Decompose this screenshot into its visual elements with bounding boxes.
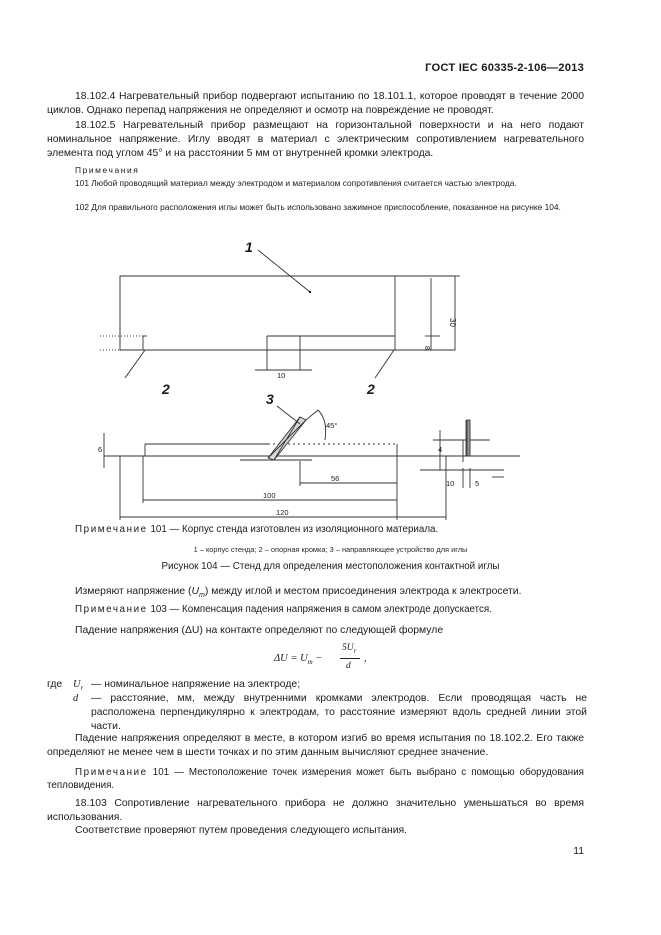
dim-30: 30 (448, 318, 457, 327)
where-ur-text: — номинальное напряжение на электроде; (91, 679, 301, 690)
dim-6: 6 (98, 445, 103, 454)
note-102: 102 Для правильного расположения иглы может быть использовано зажимное приспособление, показанное на рисунке 104. (75, 202, 561, 212)
leader-label-1 (258, 250, 310, 292)
note-101-thermal-label: Примечание (75, 767, 148, 778)
figure-note (75, 523, 575, 537)
figure-note-text: 101 — Корпус стенда изготовлен из изоляционного материала. (150, 524, 439, 535)
formula-lhs (274, 653, 322, 666)
label-1: 1 (245, 239, 253, 255)
note-101-thermal-text: 101 — Местоположение точек измерения может быть выбрано с помощью оборудования тепловидения. (47, 767, 584, 791)
label-2-right: 2 (367, 381, 375, 397)
angle-45: 45° (326, 421, 338, 430)
note-103-text: 103 — Компенсация падения напряжения в самом электроде допускается. (150, 604, 492, 615)
dim-10-detail: 10 (446, 479, 455, 488)
dim-100: 100 (263, 491, 276, 500)
formula-denominator: d (346, 661, 351, 671)
dim-56: 56 (331, 474, 340, 483)
formula-numerator (342, 643, 356, 655)
measure-text-after: ) между иглой и местом присоединения электрода к электросети. (204, 586, 522, 597)
dim-120: 120 (276, 508, 289, 517)
note-101-thermal (47, 766, 584, 792)
where-ur-letter: U (73, 679, 81, 690)
page-number: 11 (573, 846, 584, 857)
dim-8: 8 (423, 346, 430, 350)
dim-4: 4 (438, 445, 443, 454)
where-d-symbol: d (73, 693, 79, 704)
label-3: 3 (266, 391, 274, 407)
leader-label-2-right (375, 350, 394, 378)
formula-fraction-bar (340, 658, 360, 659)
formula-tail: , (364, 653, 367, 664)
notes-title: Примечания (75, 165, 140, 175)
note-103 (47, 603, 584, 617)
figure-note-label: Примечание (75, 524, 148, 535)
measure-paragraph (47, 585, 584, 603)
paragraph-18-103: 18.103 Сопротивление нагревательного прибора не должно значительно уменьшаться во время использования. (47, 798, 584, 824)
where-ur-sub: r (80, 684, 84, 693)
formula-num-text: 5U (342, 643, 354, 653)
formula-lhs-sub: m (307, 658, 313, 667)
label-2-left: 2 (162, 381, 170, 397)
voltage-drop-formula (260, 641, 400, 677)
paragraph-18-102-4: 18.102.4 Нагревательный прибор подвергают испытанию по 18.101.1, которое проводят в течение 2000 циклов. Однако перепад напряжения не определяют и осмотр на повреждение не проводят. (47, 91, 584, 117)
formula-minus: − (315, 653, 323, 664)
measure-sub: m (199, 592, 205, 600)
leader-label-2-left (125, 350, 145, 378)
drop-formula-intro: Падение напряжения (ΔU) на контакте определяют по следующей формуле (75, 625, 444, 636)
detail-needle (467, 420, 470, 456)
note-103-label: Примечание (75, 604, 148, 615)
paragraph-drop-determined: Падение напряжения определяют в месте, в котором изгиб во время испытания по 18.102.2. Его также определяют не менее чем в шести точках и по этим данным вычисляют среднее значение. (47, 733, 584, 759)
measure-symbol: U (191, 586, 199, 597)
formula-num-sub: r (353, 646, 357, 655)
dim-5: 5 (475, 479, 480, 488)
figure-caption: Рисунок 104 — Стенд для определения местоположения контактной иглы (161, 561, 500, 572)
where-d-text: — расстояние, мм, между внутренними кромками электродов. Если проводящая часть не расположена перпендикулярно к электродам, то расстояние измеряют вдоль средней линии этой части. (91, 693, 587, 733)
figure-legend: 1 – корпус стенда; 2 – опорная кромка; 3 – направляющее устройство для иглы (193, 545, 468, 554)
measure-text-before: Измеряют напряжение ( (75, 586, 192, 597)
dim-10: 10 (277, 371, 286, 380)
paragraph-compliance: Соответствие проверяют путем проведения следующего испытания. (75, 825, 408, 836)
note-101: 101 Любой проводящий материал между электродом и материалом сопротивления считается частью электрода. (75, 178, 517, 188)
paragraph-18-102-5: 18.102.5 Нагревательный прибор размещают на горизонтальной поверхности и на него подают номинальное напряжение. Иглу вводят в материал с электрическим сопротивлением нагревательного элемента под углом 45° и на расстоянии 5 мм от внутренней кромки электрода. (47, 120, 584, 160)
document-header: ГОСТ IEC 60335-2-106—2013 (425, 62, 584, 74)
formula-lhs-text: ΔU = U (274, 653, 308, 664)
where-word: где (47, 679, 63, 690)
leader-label-3 (277, 406, 300, 424)
stand-body-top-view (120, 276, 455, 350)
